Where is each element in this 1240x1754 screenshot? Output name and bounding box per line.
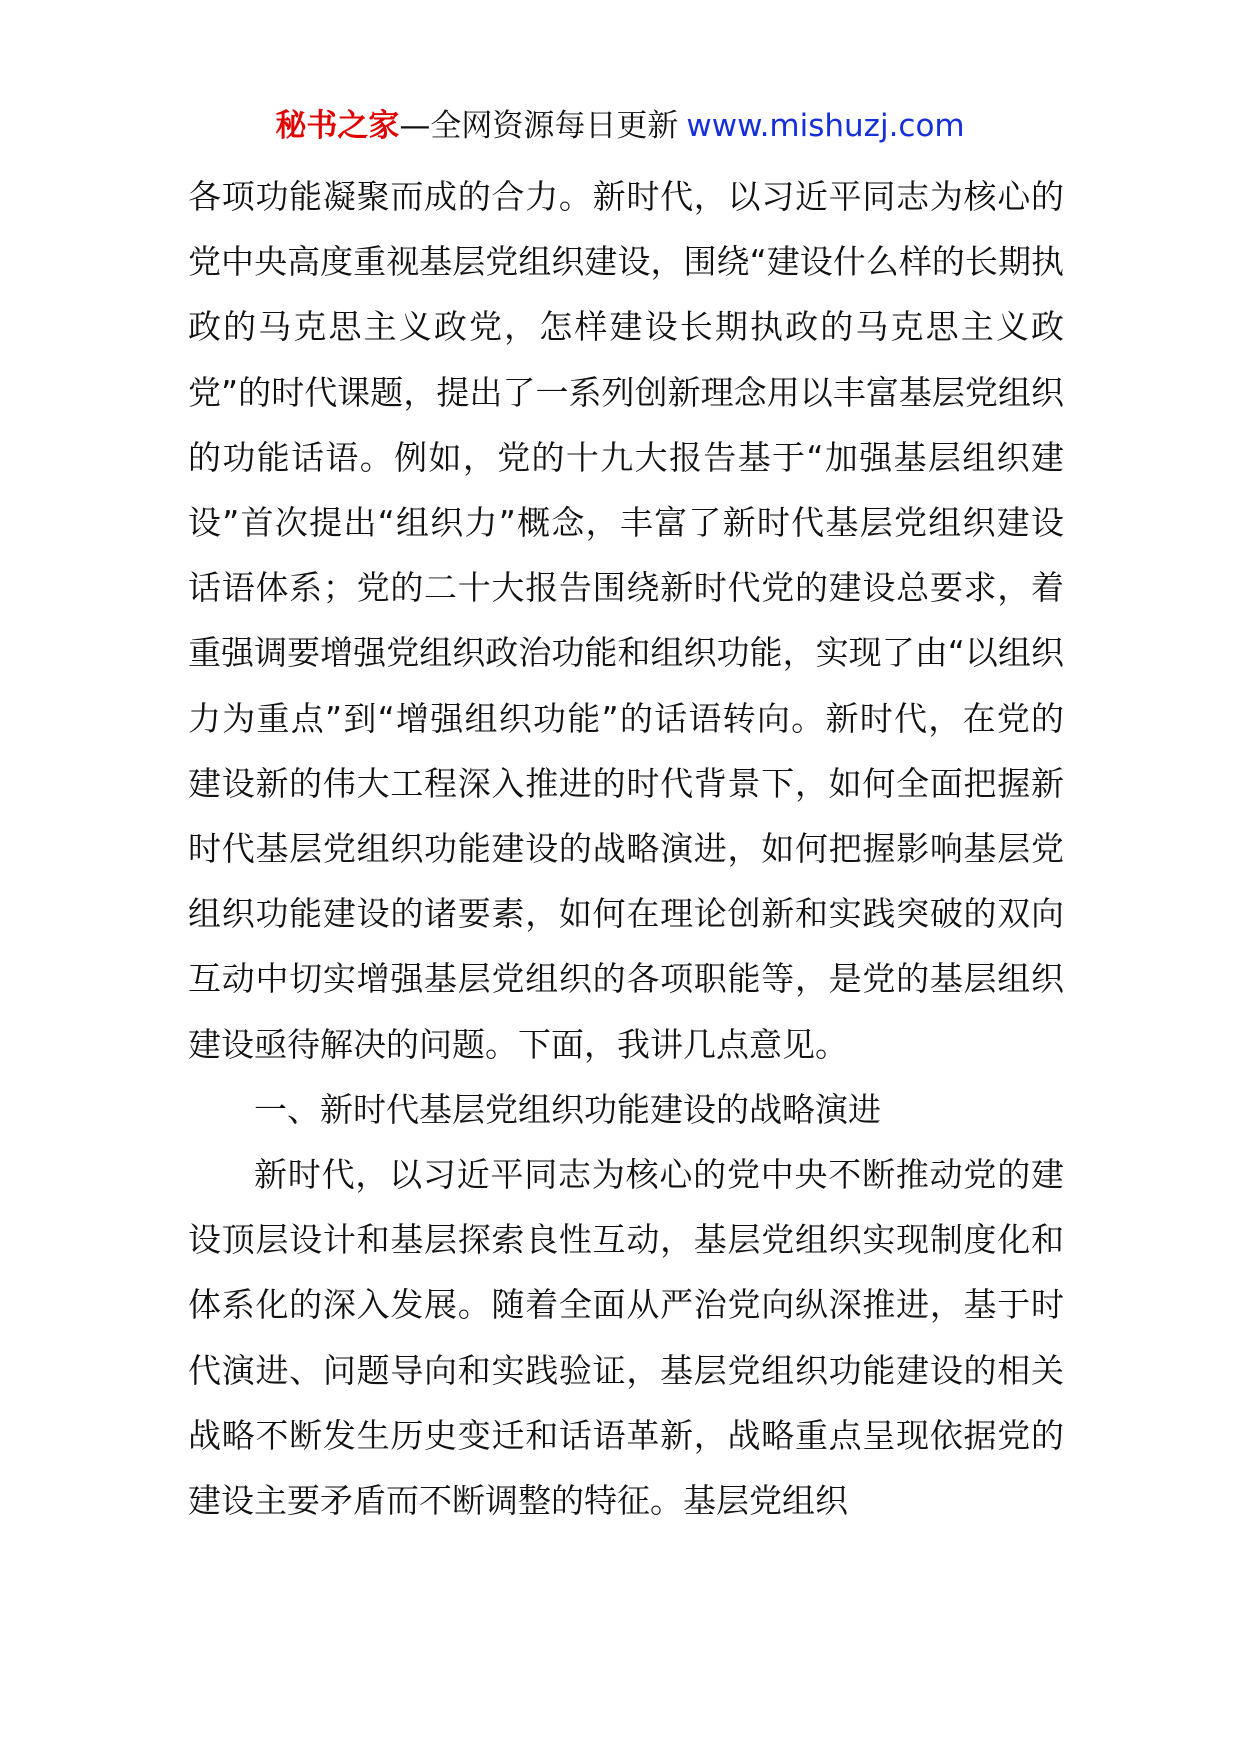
- site-header: [0, 104, 1240, 148]
- header-tagline: —全网资源每日更新: [399, 108, 679, 144]
- paragraph-continuation: 各项功能凝聚而成的合力。新时代，以习近平同志为核心的党中央高度重视基层党组织建设，围绕“建设什么样的长期执政的马克思主义政党，怎样建设长期执政的马克思主义政党”的时代课题，提出了一系列创新理念用以丰富基层党组织的功能话语。例如，党的十九大报告基于“加强基层组织建设”首次提出“组织力”概念，丰富了新时代基层党组织建设话语体系；党的二十大报告围绕新时代党的建设总要求，着重强调要增强党组织政治功能和组织功能，实现了由“以组织力为重点”到“增强组织功能”的话语转向。新时代，在党的建设新的伟大工程深入推进的时代背景下，如何全面把握新时代基层党组织功能建设的战略演进，如何把握影响基层党组织功能建设的诸要素，如何在理论创新和实践突破的双向互动中切实增强基层党组织的各项职能等，是党的基层组织建设亟待解决的问题。下面，我讲几点意见。: [188, 177, 1064, 1064]
- paragraph: 新时代，以习近平同志为核心的党中央不断推动党的建设顶层设计和基层探索良性互动，基层党组织实现制度化和体系化的深入发展。随着全面从严治党向纵深推进，基于时代演进、问题导向和实践验证，基层党组织功能建设的相关战略不断发生历史变迁和话语革新，战略重点呈现依据党的建设主要矛盾而不断调整的特征。基层党组织: [188, 1155, 1064, 1521]
- brand-name: 秘书之家: [275, 108, 400, 144]
- section-heading: 一、新时代基层党组织功能建设的战略演进: [254, 1089, 881, 1129]
- document-body: [188, 164, 1064, 1533]
- site-url: www.mishuzj.com: [686, 108, 965, 144]
